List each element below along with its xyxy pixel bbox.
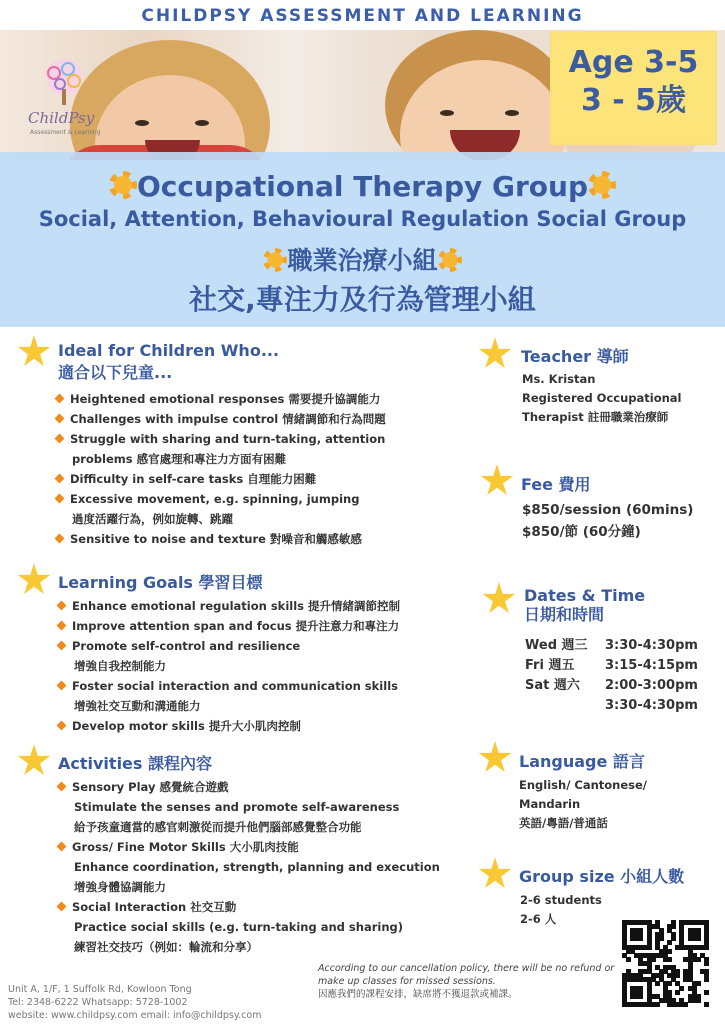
star-icon: [478, 337, 512, 371]
activities-heading: Activities 課程內容: [58, 754, 212, 773]
sun-icon: [263, 248, 287, 272]
star-icon: [17, 744, 51, 778]
sun-icon: [109, 171, 137, 199]
star-icon: [17, 335, 51, 369]
teacher-heading: Teacher 導師: [521, 347, 629, 366]
contact-info: Unit A, 1/F, 1 Suffolk Rd, Kowloon Tong Tel: 2348-6222 Whatsapp: 5728-1002 website: www.childpsy.com email: info@childpsy.com: [8, 984, 262, 1021]
schedule: [525, 636, 698, 716]
dates-heading: Dates & Time 日期和時間: [524, 586, 646, 624]
star-icon: [478, 741, 512, 775]
list-item: Social Interaction 社交互動 Practice social skills (e.g. turn-taking and sharing) 練習社交技巧（例如：輪流和分享）: [58, 897, 468, 957]
list-item: Heightened emotional responses 需要提升協調能力: [56, 389, 466, 409]
group-size-info: 2-6 students 2-6 人: [520, 893, 602, 926]
teacher-info: Ms. Kristan Registered Occupational Therapist 註冊職業治療師: [522, 372, 682, 424]
group-size-heading: Group size 小組人數: [519, 867, 685, 886]
list-item: Struggle with sharing and turn-taking, attention problems 感官處理和專注力方面有困難: [56, 429, 466, 469]
list-item: Challenges with impulse control 情緒調節和行為問題: [56, 409, 466, 429]
childpsy-logo: [28, 57, 103, 147]
title-zh-main: 職業治療小組: [0, 245, 725, 277]
logo-wordmark: ChildPsy: [28, 109, 95, 127]
ideal-heading: Ideal for Children Who... 適合以下兒童...: [58, 341, 280, 382]
fee-info: $850/session (60mins) $850/節 (60分鐘): [522, 502, 694, 540]
age-zh: 3 - 5歲: [580, 83, 687, 118]
ideal-list: [56, 389, 466, 549]
list-item: Excessive movement, e.g. spinning, jumping 過度活躍行為，例如旋轉、跳躍: [56, 489, 466, 529]
list-item: Improve attention span and focus 提升注意力和專注力: [58, 616, 468, 636]
fee-heading: Fee 費用: [521, 475, 591, 494]
schedule-row: Sat 週六 2:00-3:00pm: [525, 678, 698, 693]
language-info: English/ Cantonese/ Mandarin 英語/粵語/普通話: [519, 778, 648, 830]
list-item: Develop motor skills 提升大小肌肉控制: [58, 716, 468, 736]
star-icon: [478, 857, 512, 891]
schedule-row: Wed 週三 3:30-4:30pm: [525, 638, 698, 653]
goals-heading: Learning Goals 學習目標: [58, 573, 263, 592]
list-item: Gross/ Fine Motor Skills 大小肌肉技能 Enhance coordination, strength, planning and execution 增強身體協調能力: [58, 837, 468, 897]
list-item: Promote self-control and resilience 增強自我控制能力: [58, 636, 468, 676]
star-icon: [17, 563, 51, 597]
language-heading: Language 語言: [519, 752, 645, 771]
list-item: Sensitive to noise and texture 對噪音和觸感敏感: [56, 529, 466, 549]
schedule-row: 3:30-4:30pm: [605, 698, 698, 713]
sun-icon: [588, 171, 616, 199]
title-zh-sub: 社交,專注力及行為管理小組: [189, 283, 536, 316]
tree-logo-icon: [38, 57, 90, 109]
star-icon: [482, 582, 516, 616]
age-en: Age 3-5: [568, 45, 699, 80]
age-badge: [552, 33, 715, 143]
cancellation-policy: According to our cancellation policy, there will be no refund or make up classes for missed sessions. 因應我們的課程安排，缺席將不獲退款或補課。: [318, 963, 615, 1000]
org-title: CHILDPSY ASSESSMENT AND LEARNING: [141, 6, 584, 26]
sun-icon: [438, 248, 462, 272]
title-en-sub: Social, Attention, Behavioural Regulation Social Group: [38, 207, 687, 231]
whatsapp-qr-code[interactable]: [622, 920, 708, 1006]
list-item: Enhance emotional regulation skills 提升情緒調節控制: [58, 596, 468, 616]
logo-subtitle: Assessment & Learning: [30, 129, 101, 136]
list-item: Difficulty in self-care tasks 自理能力困難: [56, 469, 466, 489]
list-item: Foster social interaction and communication skills 增強社交互動和溝通能力: [58, 676, 468, 716]
schedule-row: Fri 週五 3:15-4:15pm: [525, 658, 698, 673]
list-item: Sensory Play 感覺統合遊戲 Stimulate the senses and promote self-awareness 給予孩童適當的感官刺激從而提升他們腦部感覺整合功能: [58, 777, 468, 837]
goals-list: [58, 596, 468, 736]
activities-list: [58, 777, 468, 957]
title-en-main: Occupational Therapy Group: [0, 170, 725, 204]
star-icon: [480, 464, 514, 498]
